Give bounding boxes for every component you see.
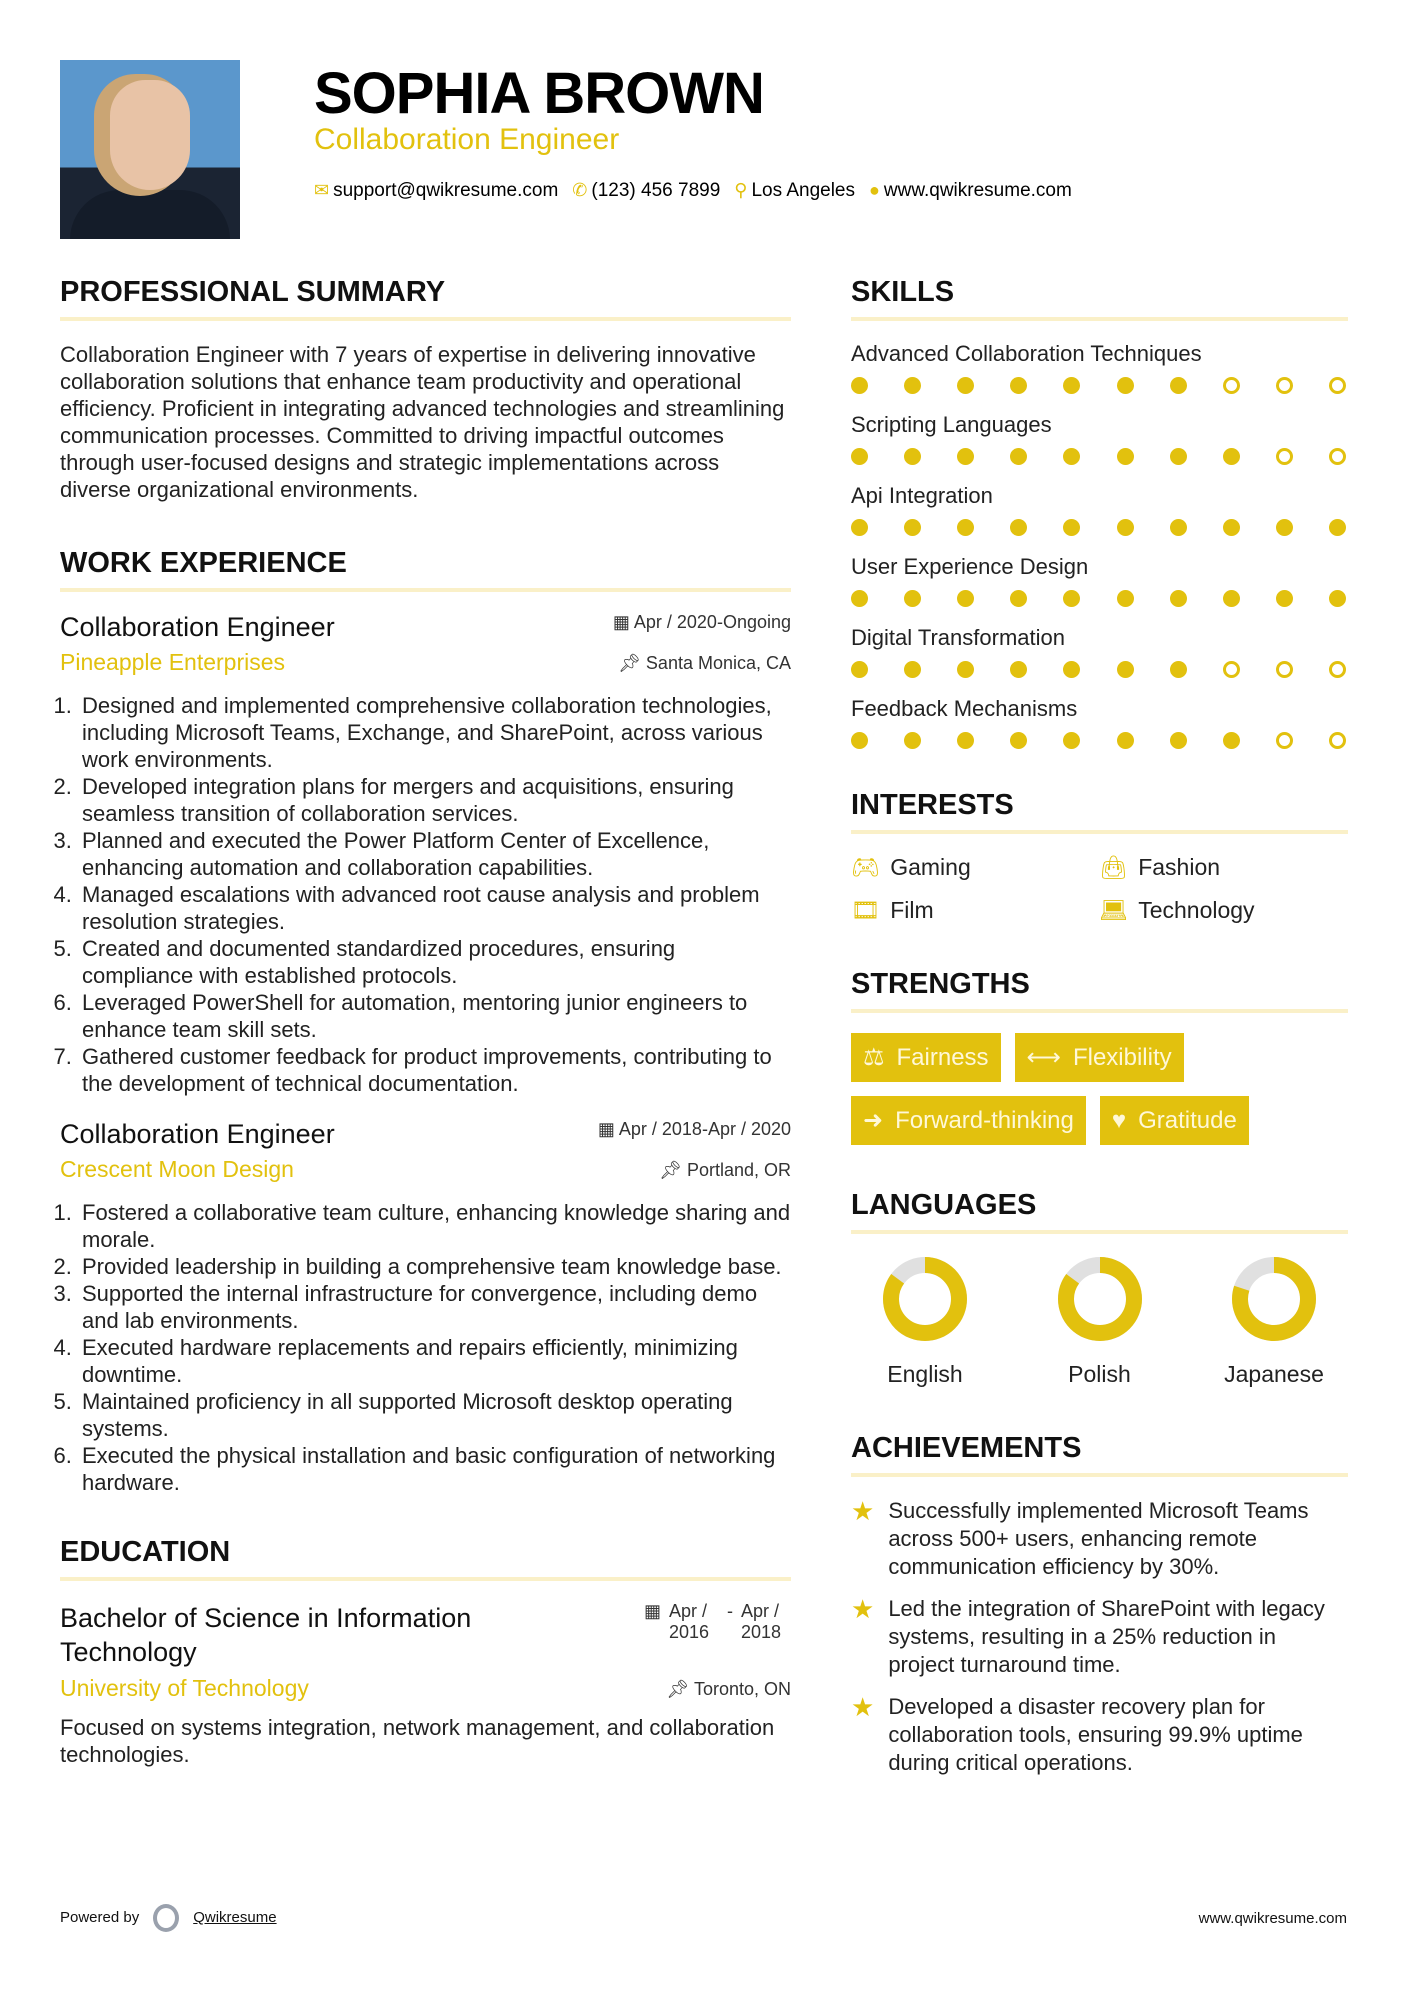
skill-dot [1170,590,1187,607]
edu-end: Apr / 2018 [741,1601,782,1642]
section-heading-experience: WORK EXPERIENCE [60,547,791,592]
skill-rating [851,448,1348,465]
skill-dot [1223,519,1240,536]
skill-name: Advanced Collaboration Techniques [851,341,1202,366]
bullet: 3. Planned and executed the Power Platform Center of Excellence, enhancing automation and collaboration capabilities. [78,827,791,881]
calendar-icon: ▦ [612,612,634,632]
section-heading-interests: INTERESTS [851,789,1348,834]
skill-dot [1276,661,1293,678]
skill-dot [1063,661,1080,678]
skill-dot [1223,590,1240,607]
skill-dot [904,732,921,749]
skill-dot [1329,661,1346,678]
summary-text: Collaboration Engineer with 7 years of expertise in delivering innovative collaboration solutions that enhance team productivity and operational efficiency. Proficient in integrating advanced technologies and streamlining communication processes. Committed to driving impactful outcomes through user-focused designs and strategic implementations across diverse organizational environments. [60,342,785,502]
skill-dot [904,661,921,678]
location: Los Angeles [751,180,855,201]
job-bullets [78,692,791,1097]
language-donut [880,1254,970,1344]
footer-site[interactable]: www.qwikresume.com [1198,1909,1347,1927]
skill-dot [957,377,974,394]
bullet: 6. Leveraged PowerShell for automation, mentoring junior engineers to enhance team skill sets. [78,989,791,1043]
skill-rating [851,661,1348,678]
job-bullets [78,1199,791,1496]
skill-dot [1170,732,1187,749]
skill-dot [904,377,921,394]
edu-location: Toronto, ON [693,1679,791,1699]
skill-name: Api Integration [851,483,993,508]
section-heading-strengths: STRENGTHS [851,968,1348,1013]
skill-item [851,412,1348,465]
location-icon: ⚲ [734,180,748,200]
skill-rating [851,519,1348,536]
interest-item [851,854,1099,881]
bullet: 6. Executed the physical installation and basic configuration of networking hardware. [78,1442,791,1496]
bag-icon: 👜︎ [1099,854,1129,880]
skill-dot [1117,448,1134,465]
skill-dot [1063,590,1080,607]
star-icon: ★ [851,1594,875,1624]
language-donut [1055,1254,1145,1344]
skill-dot [1329,590,1346,607]
email-icon: ✉ [314,180,330,200]
candidate-name: SOPHIA BROWN [314,61,764,126]
skill-dot [1010,519,1027,536]
company: Pineapple Enterprises [60,649,286,675]
company: Crescent Moon Design [60,1156,294,1182]
skill-dot [1170,377,1187,394]
strength-label: Fairness [896,1043,989,1071]
skill-dot [851,661,868,678]
email[interactable]: support@qwikresume.com [333,180,559,201]
skill-dot [1329,732,1346,749]
gamepad-icon: 🎮︎ [851,854,881,880]
skill-rating [851,590,1348,607]
skill-dot [957,519,974,536]
arrows-horizontal-icon: ⟷ [1026,1044,1061,1071]
calendar-icon: ▦ [597,1119,619,1139]
skill-name: Scripting Languages [851,412,1052,437]
interest-label: Fashion [1138,854,1221,880]
skill-rating [851,377,1348,394]
skill-dot [1223,661,1240,678]
skill-dot [1276,448,1293,465]
footer [60,1904,1347,1932]
profile-photo [60,60,240,239]
job-dates: Apr / 2020-Ongoing [633,612,791,632]
interest-label: Film [890,897,934,923]
strength-tag [851,1033,1001,1082]
skill-name: Digital Transformation [851,625,1065,650]
skill-dot [1170,519,1187,536]
skill-dot [851,448,868,465]
skill-dot [904,519,921,536]
bullet: 1. Designed and implemented comprehensive collaboration technologies, including Microsoft Teams, Exchange, and SharePoint, across various work environments. [78,692,791,773]
job-title: Collaboration Engineer [314,123,620,156]
education-entry: Bachelor of Science in Information Technology ▦ Apr / 2016 - Apr / 2018 University of Technology 📌︎ Toronto, ON Focused on systems integration, network management, and collaboration technologies. [60,1601,791,1767]
skill-dot [851,732,868,749]
job-entry [60,612,791,1097]
language-item [1040,1254,1160,1388]
strength-tag [851,1096,1086,1145]
job-location: Santa Monica, CA [645,653,791,673]
strength-tag [1015,1033,1184,1082]
skill-dot [851,519,868,536]
bullet: 2. Developed integration plans for mergers and acquisitions, ensuring seamless transition of collaboration services. [78,773,791,827]
star-icon: ★ [851,1496,875,1526]
achievement-item [851,1693,1348,1777]
skill-dot [851,590,868,607]
skill-dot [1063,519,1080,536]
phone-icon: ✆ [572,180,588,200]
bullet: 1. Fostered a collaborative team culture, enhancing knowledge sharing and morale. [78,1199,791,1253]
pin-icon: 📌︎ [618,653,646,673]
language-name: Polish [1068,1361,1131,1387]
section-heading-summary: PROFESSIONAL SUMMARY [60,276,791,321]
skill-dot [1117,732,1134,749]
skill-dot [1063,377,1080,394]
calendar-icon: ▦ [643,1601,661,1621]
job-role: Collaboration Engineer [60,612,335,642]
achievement-text: Developed a disaster recovery plan for collaboration tools, ensuring 99.9% uptime during critical operations. [888,1694,1303,1775]
skill-dot [1170,661,1187,678]
language-name: Japanese [1224,1361,1324,1387]
laptop-icon: 💻︎ [1099,897,1129,923]
interest-label: Technology [1138,897,1255,923]
film-icon: 🎞︎ [851,897,881,923]
language-item [1214,1254,1334,1388]
contact-bar [314,180,1072,202]
job-dates: Apr / 2018-Apr / 2020 [618,1119,791,1139]
skill-item [851,554,1348,607]
skill-dot [1276,519,1293,536]
bullet: 7. Gathered customer feedback for product improvements, contributing to the development of technical documentation. [78,1043,791,1097]
qwikresume-logo-icon [153,1904,179,1932]
skill-dot [957,448,974,465]
skill-dot [957,661,974,678]
achievement-item [851,1497,1348,1581]
star-icon: ★ [851,1692,875,1722]
skill-dot [904,448,921,465]
skill-name: User Experience Design [851,554,1089,579]
website[interactable]: www.qwikresume.com [883,180,1072,201]
bullet: 4. Managed escalations with advanced root cause analysis and problem resolution strategies. [78,881,791,935]
interest-item [1099,897,1347,924]
language-item [865,1254,985,1388]
section-heading-languages: LANGUAGES [851,1189,1348,1234]
strength-label: Gratitude [1138,1106,1237,1134]
skill-dot [957,732,974,749]
section-heading-education: EDUCATION [60,1536,791,1581]
skill-dot [1170,448,1187,465]
language-donut [1229,1254,1319,1344]
achievement-item [851,1595,1348,1679]
skill-item [851,483,1348,536]
skill-dot [957,590,974,607]
skill-dot [1276,732,1293,749]
strength-label: Forward-thinking [895,1106,1074,1134]
skill-dot [1010,590,1027,607]
strength-tag [1100,1096,1249,1145]
skill-dot [1276,377,1293,394]
skill-dot [1223,732,1240,749]
bullet: 5. Maintained proficiency in all supported Microsoft desktop operating systems. [78,1388,791,1442]
skill-dot [1010,732,1027,749]
interest-item [851,897,1099,924]
strength-label: Flexibility [1072,1043,1172,1071]
bullet: 2. Provided leadership in building a comprehensive team knowledge base. [78,1253,791,1280]
interest-label: Gaming [890,854,971,880]
skill-dot [1010,377,1027,394]
pin-icon: 📌︎ [659,1160,687,1180]
skill-dot [1010,448,1027,465]
skill-name: Feedback Mechanisms [851,696,1078,721]
balance-scale-icon: ⚖ [863,1044,885,1071]
edu-description: Focused on systems integration, network management, and collaboration technologies. [60,1715,775,1767]
skill-dot [1117,661,1134,678]
skill-item [851,625,1348,678]
skill-dot [1329,519,1346,536]
edu-start: Apr / 2016 [669,1601,710,1642]
skill-dot [1063,732,1080,749]
language-name: English [887,1361,963,1387]
brand-link[interactable]: Qwikresume [193,1908,277,1926]
pin-icon: 📌︎ [666,1679,694,1699]
bullet: 4. Executed hardware replacements and repairs efficiently, minimizing downtime. [78,1334,791,1388]
globe-icon: ● [869,180,880,200]
interest-item [1099,854,1347,881]
achievement-text: Successfully implemented Microsoft Teams across 500+ users, enhancing remote communication efficiency by 30%. [888,1498,1309,1579]
skill-dot [904,590,921,607]
section-heading-skills: SKILLS [851,276,1348,321]
skill-rating [851,732,1348,749]
skill-dot [1063,448,1080,465]
skill-dot [1329,448,1346,465]
skill-dot [1117,377,1134,394]
skill-dot [1117,519,1134,536]
school: University of Technology [60,1675,309,1701]
powered-by: Powered by [60,1908,140,1926]
job-entry [60,1119,791,1496]
achievement-text: Led the integration of SharePoint with legacy systems, resulting in a 25% reduction in project turnaround time. [888,1596,1325,1677]
section-heading-achievements: ACHIEVEMENTS [851,1432,1348,1477]
heart-icon: ♥ [1111,1106,1127,1134]
skill-item [851,696,1348,749]
skill-dot [1223,377,1240,394]
skill-dot [1276,590,1293,607]
phone: (123) 456 7899 [591,180,721,201]
skill-item [851,341,1348,394]
skill-dot [1117,590,1134,607]
bullet: 5. Created and documented standardized procedures, ensuring compliance with established protocols. [78,935,791,989]
arrow-right-icon: ➜ [863,1107,884,1134]
skill-dot [1010,661,1027,678]
skill-dot [1329,377,1346,394]
job-location: Portland, OR [686,1160,791,1180]
bullet: 3. Supported the internal infrastructure for convergence, including demo and lab environments. [78,1280,791,1334]
skill-dot [1223,448,1240,465]
degree: Bachelor of Science in Information Technology [60,1603,472,1667]
skill-dot [851,377,868,394]
job-role: Collaboration Engineer [60,1119,335,1149]
